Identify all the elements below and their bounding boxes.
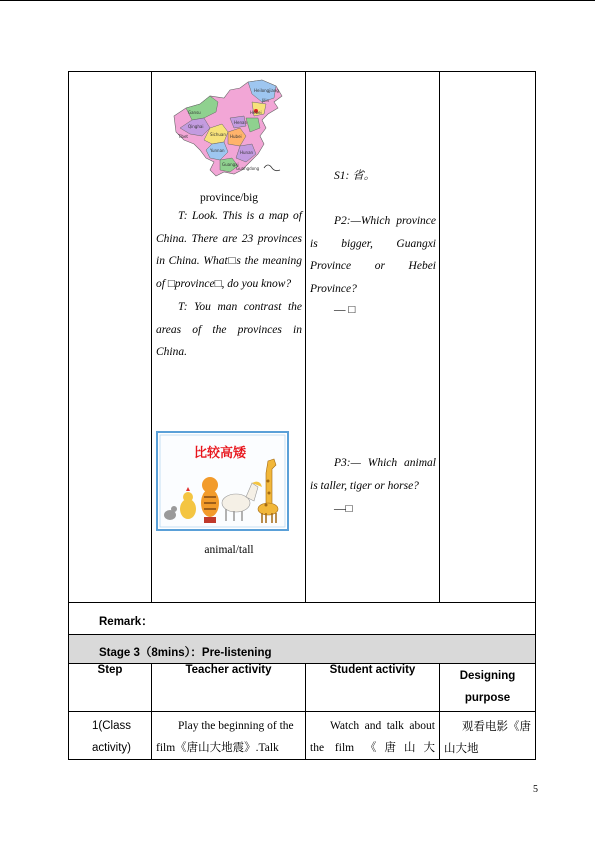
student-answer-s1: S1: 省。	[334, 170, 376, 182]
svg-text:Yunnan: Yunnan	[210, 148, 225, 153]
table-row	[69, 72, 536, 603]
remark-label: Remark：	[99, 616, 153, 628]
svg-text:Guangdong: Guangdong	[236, 166, 260, 171]
header-step: Step	[69, 664, 152, 712]
svg-text:Hebei: Hebei	[250, 110, 262, 115]
student-answer-dash-2: —□	[334, 503, 353, 515]
header-student-activity: Student activity	[306, 664, 440, 712]
header-row	[69, 664, 536, 712]
map-caption: province/big	[199, 192, 259, 204]
animal-compare-image	[156, 431, 289, 531]
svg-text:Hubei: Hubei	[230, 134, 242, 139]
animal-image-title: 比较高矮	[194, 446, 247, 461]
teacher-instruction-contrast: T: You man contrast the areas of the provinces in China.	[156, 301, 302, 358]
svg-text:Sichuan: Sichuan	[210, 132, 226, 137]
animal-caption: animal/tall	[204, 544, 254, 556]
header-designing-purpose: Designing purpose	[440, 664, 536, 712]
step-cell-empty	[69, 72, 152, 603]
svg-text:Gansu: Gansu	[188, 110, 201, 115]
svg-text:Qinghai: Qinghai	[188, 124, 204, 129]
student-activity-cell	[306, 72, 440, 603]
svg-text:Henan: Henan	[234, 120, 247, 125]
remark-row	[69, 603, 536, 635]
purpose-watch-film: 观看电影《唐山大地	[440, 712, 536, 760]
svg-text:Guangxi: Guangxi	[222, 162, 239, 167]
svg-text:Tibet: Tibet	[178, 134, 188, 139]
step-class-activity: 1(Class activity)	[69, 712, 152, 760]
purpose-cell-empty	[440, 72, 536, 603]
student-watch-talk: Watch and talk about the film 《唐山大	[306, 712, 440, 760]
student-question-p2: P2:—Which province is bigger, Guangxi Province or Hebei Province?	[310, 215, 436, 295]
svg-text:Heilongjiang: Heilongjiang	[254, 88, 279, 93]
top-rule	[0, 0, 595, 1]
svg-text:Jilin: Jilin	[262, 98, 270, 103]
china-map-image	[166, 78, 292, 186]
student-answer-dash-1: — □	[334, 304, 356, 316]
page-number: 5	[533, 784, 538, 795]
student-question-p3: P3:— Which animal is taller, tiger or horse?	[310, 457, 436, 492]
remark-cell	[69, 603, 536, 635]
svg-text:Hunan: Hunan	[240, 150, 254, 155]
table-row	[69, 712, 536, 760]
stage-row	[69, 635, 536, 664]
header-teacher-activity: Teacher activity	[152, 664, 306, 712]
teacher-instruction-map: T: Look. This is a map of China. There are 23 provinces in China. What□s the meaning of □province□, do you know?	[156, 210, 302, 290]
stage-cell	[69, 635, 536, 664]
stage-title: Stage 3（8mins）：Pre-listening	[99, 647, 272, 659]
lesson-table	[68, 71, 536, 760]
teacher-play-film: Play the beginning of the film《唐山大地震》.Talk	[152, 712, 306, 760]
teacher-activity-cell	[152, 72, 306, 603]
